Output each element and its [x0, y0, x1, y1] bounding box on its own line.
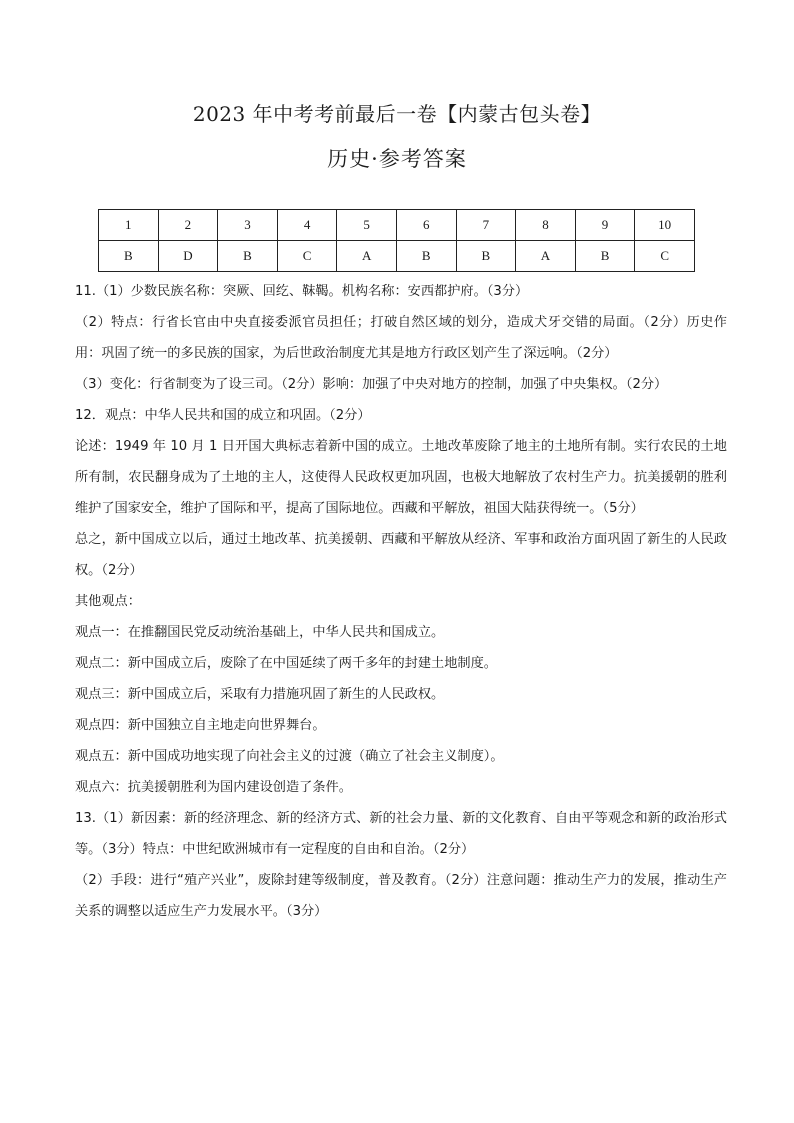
answer-12-viewpoint: 12．观点：中华人民共和国的成立和巩固。（2分） — [75, 408, 371, 423]
answer-13-part-2: （2）手段：进行“殖产兴业”，废除封建等级制度，普及教育。（2分）注意问题：推动生产力的发展，推动生产关系的调整以适应生产力发展水平。（3分） — [75, 873, 727, 919]
answer-table-number-row — [99, 210, 695, 241]
question-number-cell: 10 — [635, 210, 695, 241]
question-number-cell: 2 — [158, 210, 218, 241]
answer-12-argument: 论述：1949 年 10 月 1 日开国大典标志着新中国的成立。土地改革废除了地主的土地所有制。实行农民的土地所有制，农民翻身成为了土地的主人，这使得人民政权更加巩固，也极大地解放了农村生产力。抗美援朝的胜利维护了国家安全，维护了国际和平，提高了国际地位。西藏和平解放，祖国大陆获得统一。（5分） — [75, 439, 727, 516]
question-number-cell: 6 — [396, 210, 456, 241]
answer-table — [98, 209, 695, 272]
viewpoint-3: 观点三：新中国成立后，采取有力措施巩固了新生的人民政权。 — [75, 687, 445, 702]
answer-cell: B — [396, 241, 456, 272]
answer-cell: B — [575, 241, 635, 272]
question-number-cell: 8 — [516, 210, 576, 241]
viewpoint-2: 观点二：新中国成立后，废除了在中国延续了两千多年的封建土地制度。 — [75, 656, 497, 671]
viewpoint-1: 观点一：在推翻国民党反动统治基础上，中华人民共和国成立。 — [75, 625, 445, 640]
answer-cell: C — [635, 241, 695, 272]
answer-body — [75, 276, 727, 927]
answer-cell: B — [456, 241, 516, 272]
answer-cell: B — [218, 241, 278, 272]
question-number-cell: 4 — [277, 210, 337, 241]
question-number-cell: 9 — [575, 210, 635, 241]
question-number-cell: 1 — [99, 210, 159, 241]
answer-cell: A — [337, 241, 397, 272]
answer-11-part-3: （3）变化：行省制变为了设三司。（2分）影响：加强了中央对地方的控制，加强了中央集权。（2分） — [75, 377, 668, 392]
document-title: 2023 年中考考前最后一卷【内蒙古包头卷】 — [192, 102, 602, 126]
answer-12-summary: 总之，新中国成立以后，通过土地改革、抗美援朝、西藏和平解放从经济、军事和政治方面巩固了新生的人民政权。（2分） — [75, 532, 727, 578]
answer-11-part-2: （2）特点：行省长官由中央直接委派官员担任；打破自然区域的划分，造成犬牙交错的局面。（2分）历史作用：巩固了统一的多民族的国家，为后世政治制度尤其是地方行政区划产生了深远响。（2分） — [75, 315, 727, 361]
answer-11-part-1: 11.（1）少数民族名称：突厥、回纥、靺鞨。机构名称：安西都护府。（3分） — [75, 284, 529, 299]
answer-13-part-1: 13.（1）新因素：新的经济理念、新的经济方式、新的社会力量、新的文化教育、自由平等观念和新的政治形式等。（3分）特点：中世纪欧洲城市有一定程度的自由和自治。（2分） — [75, 811, 727, 857]
answer-cell: B — [99, 241, 159, 272]
question-number-cell: 3 — [218, 210, 278, 241]
answer-table-answer-row — [99, 241, 695, 272]
question-number-cell: 7 — [456, 210, 516, 241]
viewpoint-6: 观点六：抗美援朝胜利为国内建设创造了条件。 — [75, 780, 352, 795]
answer-cell: C — [277, 241, 337, 272]
document-subtitle: 历史·参考答案 — [327, 147, 467, 171]
answer-cell: A — [516, 241, 576, 272]
answer-cell: D — [158, 241, 218, 272]
viewpoint-4: 观点四：新中国独立自主地走向世界舞台。 — [75, 718, 326, 733]
other-viewpoints-heading: 其他观点： — [75, 594, 141, 609]
question-number-cell: 5 — [337, 210, 397, 241]
viewpoint-5: 观点五：新中国成功地实现了向社会主义的过渡（确立了社会主义制度）。 — [75, 749, 504, 764]
